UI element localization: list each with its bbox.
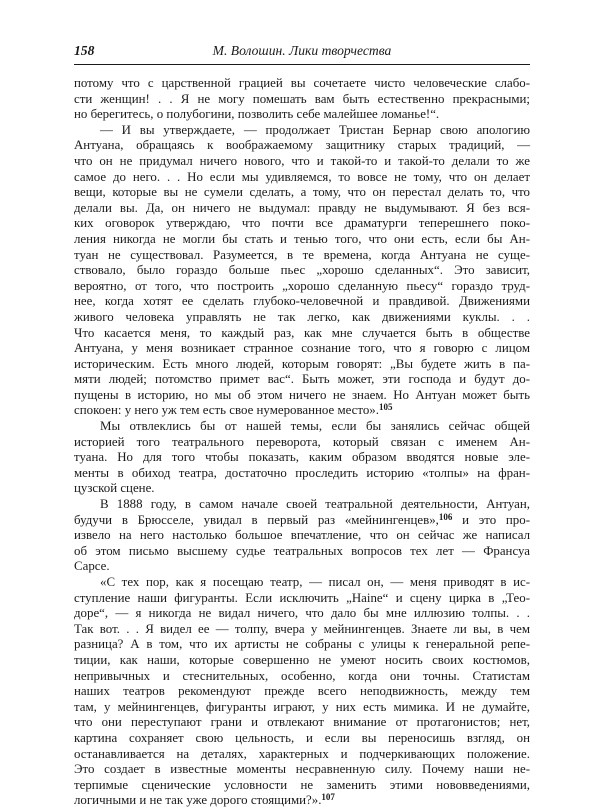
text-line: [74, 715, 530, 731]
text-line-content: Мы отвлеклись бы от нашей темы, если бы занялись сейчас общей: [100, 419, 530, 434]
text-line-content: вещи, которые вы не сумели сделать, а тому, что он перестал делать то, что: [74, 185, 530, 200]
running-title: М. Волошин. Лики творчества: [212, 43, 392, 58]
text-line: [74, 466, 530, 482]
text-line: [74, 684, 530, 700]
text-line: [74, 653, 530, 669]
text-line-content: что он не придумал ничего нового, что и такой-то и такой-то делали то же: [74, 153, 530, 168]
text-line-content: Сарсе.: [74, 559, 110, 574]
text-line: [74, 341, 530, 357]
text-line-content: тиции, как наши, которые совершенно не умеют носить своих костюмов,: [74, 652, 530, 667]
text-line-content: живого человека управлять не так легко, как движениями куклы. . .: [74, 309, 530, 324]
text-line: [74, 326, 530, 342]
text-line-content: пущены в историю, но мы об этом ничего не знаем. Но Антуан может быть: [74, 387, 530, 402]
text-line: [74, 123, 530, 139]
text-line: [74, 107, 530, 123]
page-header: [74, 43, 530, 65]
text-line: [74, 700, 530, 716]
text-line: [74, 232, 530, 248]
text-line-content: — И вы утверждаете, — продолжает Тристан Бернар свою апологию: [100, 122, 530, 137]
text-line: [74, 138, 530, 154]
text-line-content: менты в обиход театра, достаточно проследить историю «толпы» на фран-: [74, 465, 530, 480]
text-line-content: там, у мейнингенцев, фигуранты играют, у них есть мимика. И не думайте,: [74, 699, 530, 714]
footnote-marker: 106: [438, 511, 453, 522]
text-line-content: В 1888 году, в самом начале своей театральной деятельности, Антуан,: [100, 497, 530, 512]
text-line-content: Это создает в известные моменты несравненную силу. Почему наши не-: [74, 762, 530, 777]
text-line: [74, 435, 530, 451]
text-line-content: нее, когда хотят ее сделать глубоко-человечной и правдивой. Движениями: [74, 294, 530, 309]
text-line-content: спокоен: у него уж тем есть свое нумерованное место».: [74, 403, 379, 418]
body-text: [74, 76, 530, 809]
text-line-content: историческим. Есть много людей, которым говорят: „Вы будете жить в па-: [74, 356, 530, 371]
text-line-content: извело на него настолько большое впечатление, что он сейчас же написал: [74, 528, 530, 543]
text-line: [74, 637, 530, 653]
text-line-content: наших театров рекомендуют прежде всего неподвижность, между тем: [74, 684, 530, 699]
text-line: [74, 372, 530, 388]
text-line: [74, 481, 530, 497]
header-rule: [74, 64, 530, 65]
text-line: [74, 513, 530, 529]
text-line: [74, 559, 530, 575]
text-line: [74, 747, 530, 763]
text-line: [74, 544, 530, 560]
text-line-continuation: и это про-: [452, 512, 530, 527]
text-line: [74, 185, 530, 201]
text-line-content: ления никогда не могли бы стать и тенью того, что они есть, если бы Ан-: [74, 231, 530, 246]
text-line: [74, 248, 530, 264]
text-line: [74, 216, 530, 232]
text-line-content: «С тех пор, как я посещаю театр, — писал он, — меня приводят в ис-: [100, 575, 530, 589]
text-line-content: ступление наши фигуранты. Если исключить „Haine“ и сцену цирка в „Тео-: [74, 590, 530, 605]
text-line: [74, 731, 530, 747]
text-line: [74, 591, 530, 607]
text-line: [74, 622, 530, 638]
text-line: [74, 450, 530, 466]
text-line-content: историей того театрального переворота, который связан с именем Ан-: [74, 434, 530, 449]
text-line-content: Что касается меня, то каждый раз, как мне случается быть в обществе: [74, 325, 530, 340]
footnote-marker: 107: [321, 792, 335, 803]
footnote-marker: 105: [378, 402, 393, 413]
text-line: [74, 762, 530, 778]
text-line-content: мяти людей; потомство примет вас“. Быть может, эти господа и будут до-: [74, 372, 530, 387]
text-line: [74, 92, 530, 108]
text-line: [74, 388, 530, 404]
text-line: [74, 528, 530, 544]
text-line-content: ствовало, было гораздо больше пьес „хорошо сделанных“. Это зависит,: [74, 263, 530, 278]
text-line: [74, 310, 530, 326]
text-line: [74, 170, 530, 186]
text-line-content: разница? А в том, что их артисты не собраны с улицы к генеральной репе-: [74, 637, 530, 652]
text-line: [74, 154, 530, 170]
text-line-content: туан не существовал. Разумеется, в те времена, когда Антуана не суще-: [74, 247, 530, 262]
text-line-content: картина сохраняет свою цельность, и если вы переносишь взгляд, он: [74, 730, 530, 745]
text-line-content: потому что с царственной грацией вы сочетаете чисто человеческие слабо-: [74, 76, 530, 90]
text-line: [74, 497, 530, 513]
text-line: [74, 294, 530, 310]
text-line-content: непривычных и стеснительных, особенно, когда они точны. Статистам: [74, 668, 530, 683]
text-line-content: но берегитесь, о полубогини, позволить себе малейшее ломанье!“.: [74, 107, 440, 122]
text-line-content: самое до него. . . Но если мы удивляемся, то вовсе не тому, что он делает: [74, 169, 530, 184]
text-line: [74, 357, 530, 373]
text-line-content: останавливается на деталях, характерных и подчеркивающих положение.: [74, 746, 530, 761]
text-line: [74, 575, 530, 591]
text-line-content: что они переступают грани и отвлекают внимание от протагонистов; нет,: [74, 715, 530, 730]
text-line-content: ких оговорок утверждаю, что почти все драматурги теперешнего поко-: [74, 216, 530, 231]
text-line: [74, 419, 530, 435]
text-line: [74, 279, 530, 295]
text-line-content: будучи в Брюсселе, увидал в первый раз «мейнингенцев»,: [74, 512, 439, 527]
text-line: [74, 793, 530, 809]
text-line-content: туана. Но для того чтобы показать, каким образом вводятся новые эле-: [74, 450, 530, 465]
text-line: [74, 778, 530, 794]
text-line: [74, 669, 530, 685]
text-line-content: терпимые сценические условности не заменить этими нововведениями,: [74, 777, 530, 792]
text-line: [74, 606, 530, 622]
text-line-content: сти женщин! . . Я не могу помешать вам быть естественно прекрасными;: [74, 91, 530, 106]
page-number: 158: [74, 43, 95, 58]
text-line: [74, 403, 530, 419]
text-line-content: цузской сцене.: [74, 481, 155, 496]
text-line: [74, 76, 530, 92]
text-line-content: делали вы. Да, он ничего не выдумал: правду не выдумывают. Я без вся-: [74, 200, 530, 215]
text-line-content: Антуана, у меня возникает странное сознание того, что я говорю с лицом: [74, 341, 530, 356]
text-line: [74, 263, 530, 279]
text-line-content: об этом письмо высшему судье театральных вопросов тех лет — Франсуа: [74, 543, 530, 558]
text-line-content: Антуана, обращаясь к воображаемому защитнику старых традиций, —: [74, 138, 530, 153]
text-line-content: доре“, — я никогда не видал ничего, что дало бы мне иллюзию толпы. . .: [74, 606, 530, 621]
text-line: [74, 201, 530, 217]
text-line-content: вероятно, от того, что построить „хорошо сделанную пьесу“ гораздо труд-: [74, 278, 530, 293]
text-line-content: Так вот. . . Я видел ее — толпу, вчера у мейнингенцев. Знаете ли вы, в чем: [74, 621, 530, 636]
text-line-content: логичными и не так уже дорого стоящими?».: [74, 793, 322, 808]
